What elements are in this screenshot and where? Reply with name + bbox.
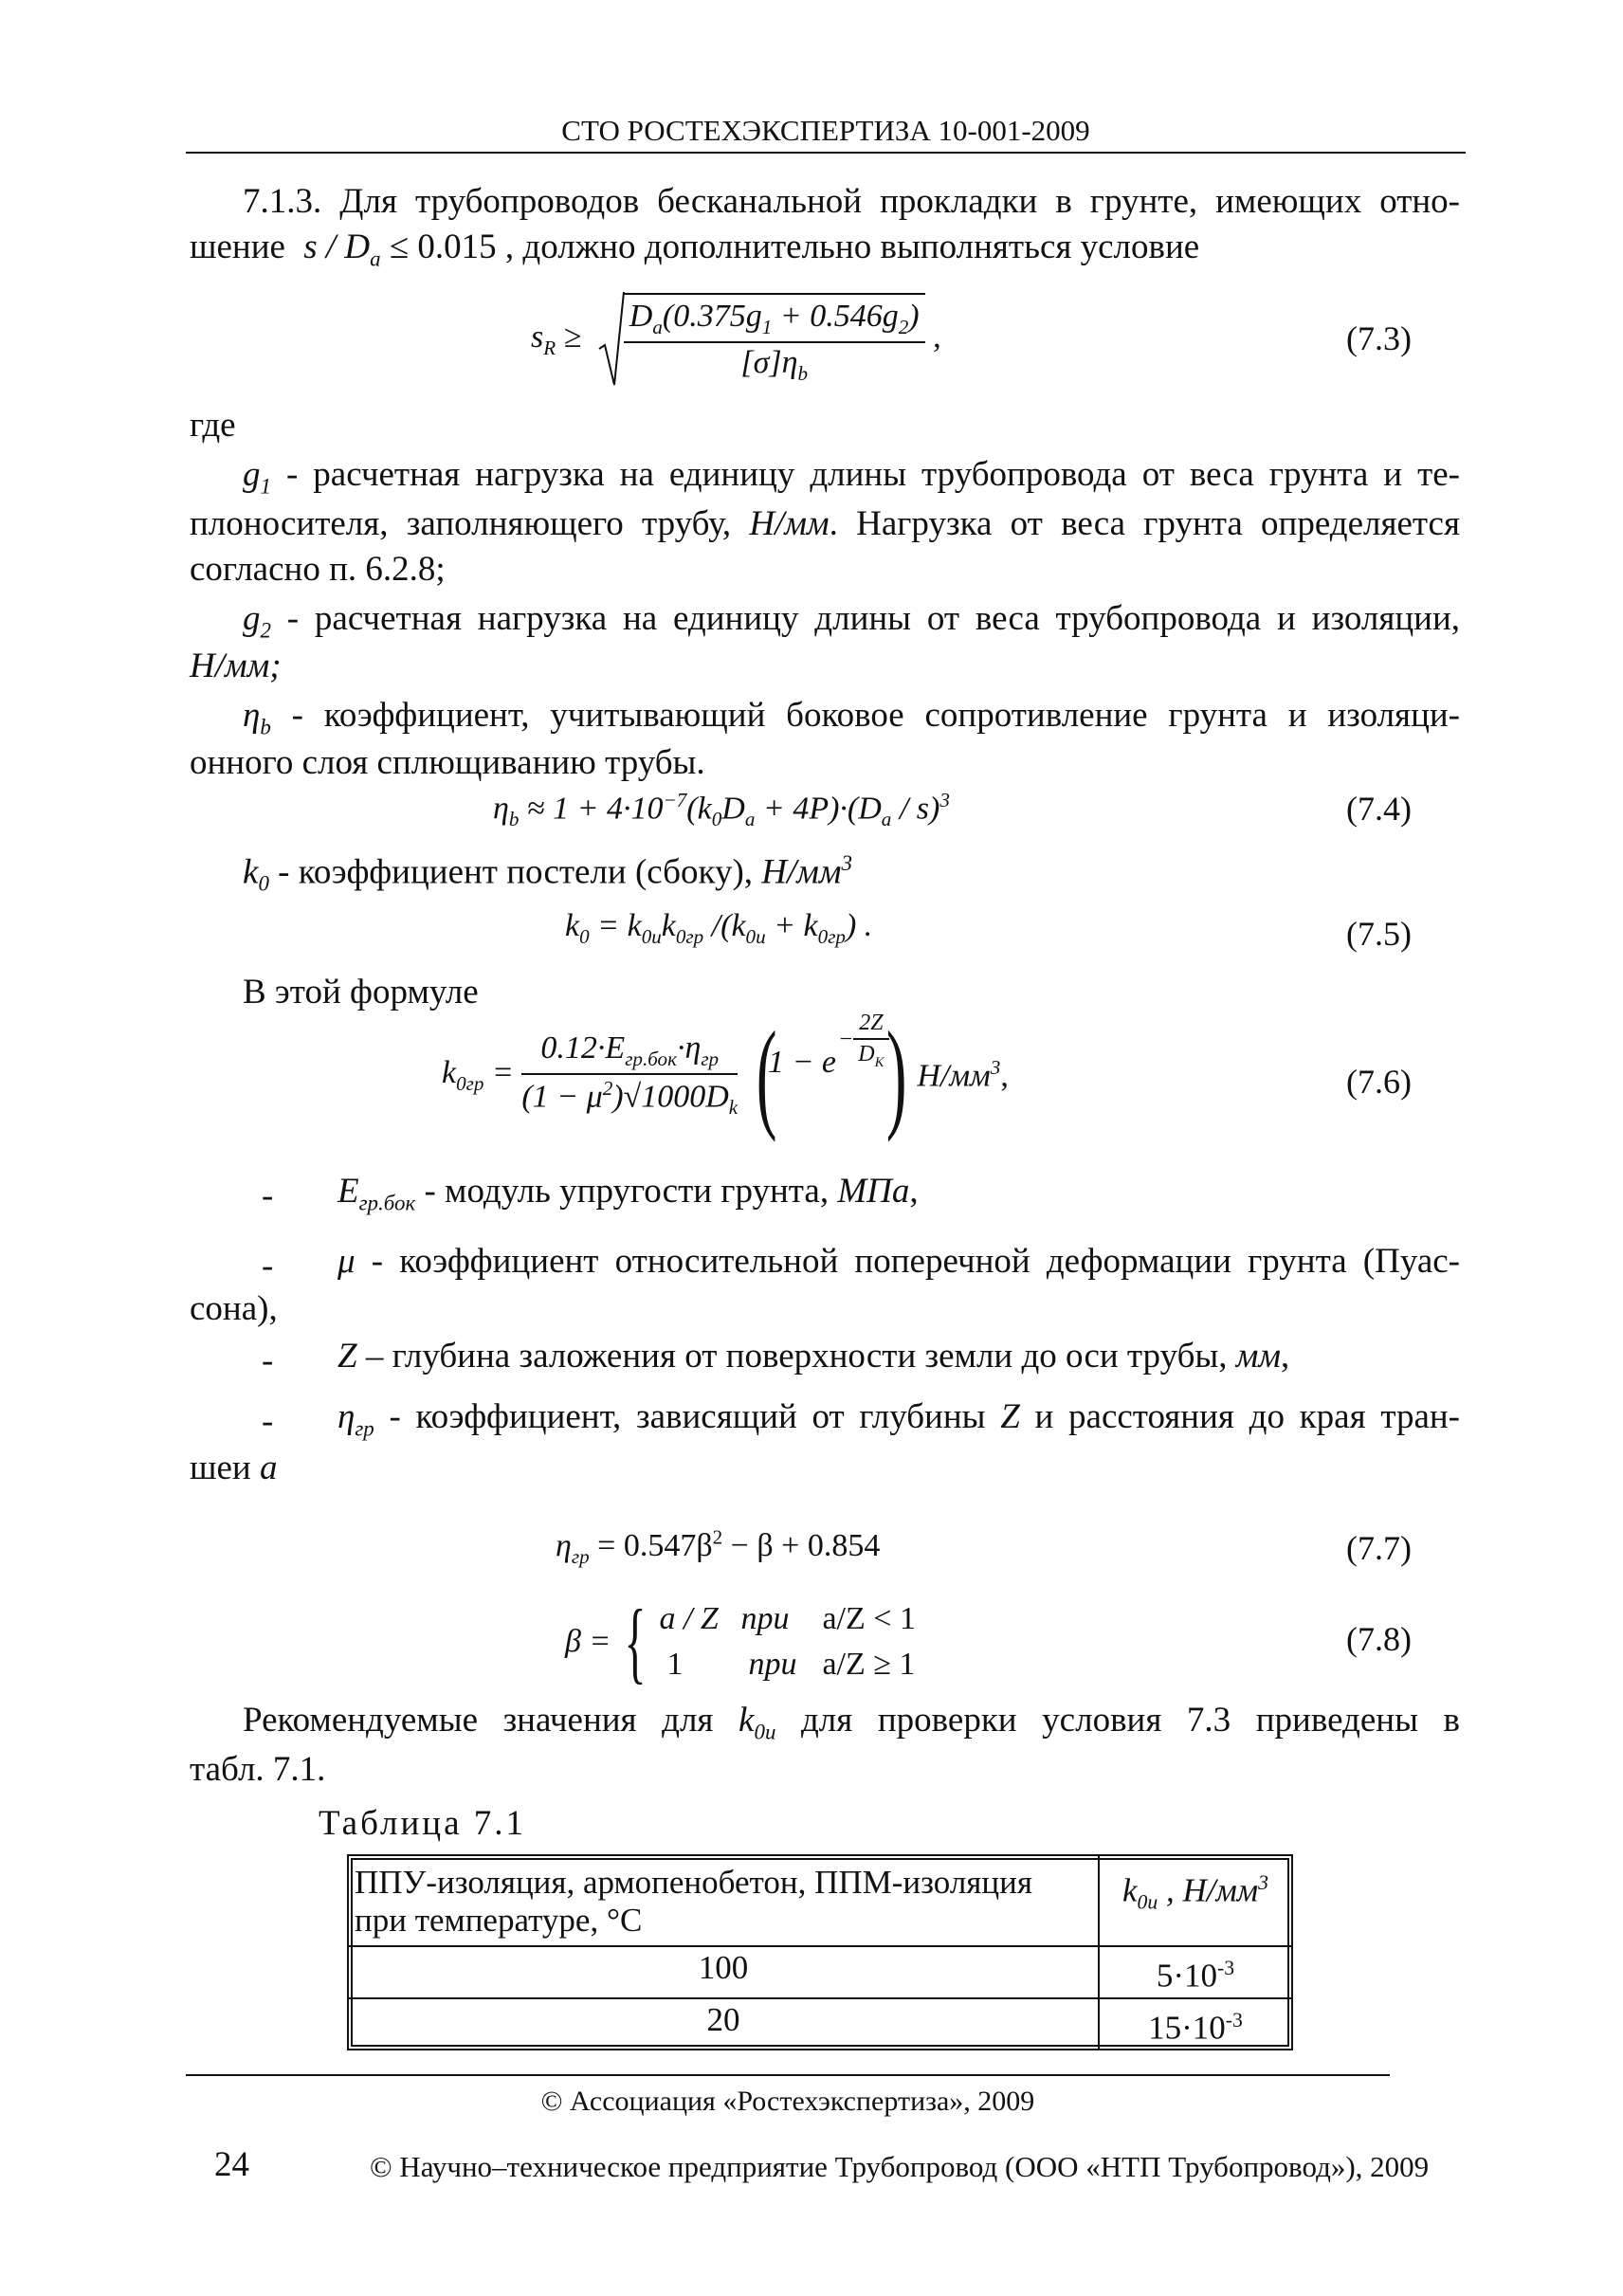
unit-text: Н/мм <box>749 504 830 543</box>
math-s-over-d: s / D <box>303 228 371 266</box>
eq-sub: 0 <box>711 808 722 831</box>
eq-part: = 0.547β <box>589 1528 713 1564</box>
exponent-denominator: D <box>858 1042 875 1067</box>
table-header-temperature: ППУ-изоляция, армопенобетон, ППМ-изоляция при температуре, °С <box>348 1855 1099 1946</box>
eq-part: при <box>748 1647 797 1682</box>
recommend-line2: табл. 7.1. <box>190 1750 326 1789</box>
table-row <box>348 1946 1292 1998</box>
page-number: 24 <box>214 2145 249 2184</box>
def-text: - коэффициент относительной поперечной деформации грунта (Пуас- <box>355 1242 1460 1281</box>
unit-text: МПа <box>837 1172 910 1211</box>
page-header: СТО РОСТЕХЭКСПЕРТИЗА 10-001-2009 <box>561 114 1090 147</box>
table-cell-temperature: 20 <box>348 1998 1099 2050</box>
bullet-eta-gr <box>337 1394 1460 1452</box>
bullet-e-gr-bok <box>337 1168 919 1227</box>
eq-part: k <box>661 908 676 943</box>
equation-7-8 <box>565 1591 916 1692</box>
eq-part: ) . <box>845 908 873 943</box>
bullet-mu-line2: сона), <box>190 1289 278 1328</box>
table-cell-k0u <box>1099 1946 1292 1998</box>
table-cell-temperature: 100 <box>348 1946 1099 1998</box>
eq-part: η <box>556 1528 572 1564</box>
def-symbol: g <box>243 455 261 494</box>
def-symbol: E <box>337 1172 359 1211</box>
eq-sub: 0 <box>579 924 590 948</box>
text-fragment: ≤ 0.015 , должно дополнительно выполняться условие <box>380 228 1200 266</box>
eq-sub: 0и <box>641 924 662 948</box>
def-text: , <box>1281 1337 1290 1376</box>
eq-part: k <box>442 1054 457 1090</box>
table-header-k0u <box>1099 1855 1292 1946</box>
def-text: шеи <box>190 1449 260 1487</box>
section-7-1-3-line2 <box>190 224 1460 282</box>
bullet-dash: - <box>262 1176 274 1215</box>
brace-left-icon: { <box>624 1591 647 1692</box>
eq-sub: 0гр <box>456 1071 484 1095</box>
bullet-eta-gr-line2 <box>190 1445 277 1492</box>
eq-part: a/Z < 1 <box>822 1601 916 1636</box>
eq-sup: −7 <box>663 789 687 811</box>
eq-part: + 4P)·(D <box>755 791 882 827</box>
def-sub: гр <box>355 1416 374 1441</box>
def-text: плоносителя, заполняющего трубу, <box>190 504 750 543</box>
in-this-formula: В этой формуле <box>243 973 479 1011</box>
recommend-line1 <box>243 1697 1460 1756</box>
def-sub: 1 <box>260 474 271 499</box>
equation-number: (7.6) <box>1346 1063 1412 1101</box>
eq-part: k <box>565 908 580 943</box>
table-header-row <box>348 1855 1292 1946</box>
table-7-1 <box>347 1854 1293 2050</box>
def-symbol: Z <box>1000 1397 1020 1436</box>
equation-number: (7.3) <box>1346 319 1412 357</box>
def-symbol: η <box>337 1397 356 1436</box>
def-symbol: μ <box>337 1242 356 1281</box>
eq-part: (k <box>686 791 712 827</box>
equation-7-4 <box>493 789 950 831</box>
unit-sup: 3 <box>841 851 852 875</box>
def-symbol: η <box>243 696 261 735</box>
big-paren-left-icon: ( <box>756 1007 777 1143</box>
def-symbol: a <box>259 1449 278 1487</box>
eq-sub: 0и <box>745 924 766 948</box>
eq-sub: К <box>874 1054 884 1070</box>
eq-part: a / Z <box>659 1601 719 1636</box>
eq-part: 1 − e <box>767 1045 836 1081</box>
cell-exp: -3 <box>1225 2008 1243 2032</box>
eq-sub: 2 <box>898 316 909 338</box>
eq-part: / s) <box>891 791 940 827</box>
big-paren-right-icon: ) <box>885 1007 907 1143</box>
footer-company: © Научно–техническое предприятие Трубопровод (ООО «НТП Трубопровод»), 2009 <box>370 2150 1430 2183</box>
definition-g2-unit: Н/мм; <box>190 647 282 685</box>
exponent-numerator: 2Z <box>853 1011 888 1040</box>
eq-sub: b <box>508 808 520 831</box>
equation-number: (7.5) <box>1346 915 1412 953</box>
eq-part: , <box>1000 1058 1009 1094</box>
text-fragment: для проверки условия 7.3 приведены в <box>775 1701 1460 1740</box>
eq-sub: 1 <box>761 316 773 338</box>
def-text: – глубина заложения от поверхности земли до оси трубы, <box>356 1337 1236 1376</box>
unit-sup: 3 <box>1258 1871 1268 1894</box>
bullet-z <box>337 1333 1289 1380</box>
eq-part: [σ]η <box>740 345 798 380</box>
eq-sub: a <box>881 808 892 831</box>
table-row <box>348 1998 1292 2050</box>
eq-part: 0.12·E <box>540 1030 626 1066</box>
def-sub: 0и <box>1137 1890 1158 1914</box>
equation-7-5 <box>565 908 872 949</box>
eq-part: = k <box>589 908 642 943</box>
def-sub: 0и <box>754 1720 776 1744</box>
definition-g2 <box>243 595 1460 654</box>
eq-part: D <box>721 791 745 827</box>
equation-number: (7.8) <box>1346 1620 1412 1658</box>
def-text: - расчетная нагрузка на единицу длины трубопровода от веса грунта и те- <box>270 455 1460 494</box>
text-fragment: Рекомендуемые значения для <box>243 1701 739 1740</box>
sqrt-sign-icon <box>597 290 626 389</box>
eq-symbol: D <box>629 299 653 335</box>
unit-text: мм <box>1235 1337 1281 1376</box>
bullet-dash: - <box>262 1341 274 1380</box>
eq-part: β = <box>565 1624 611 1659</box>
eq-sub: гр <box>571 1545 590 1569</box>
def-text: - коэффициент, зависящий от глубины <box>374 1397 1001 1436</box>
def-text: , <box>909 1172 919 1211</box>
def-text: - модуль упругости грунта, <box>415 1172 838 1211</box>
def-sub: гр.бок <box>358 1191 416 1215</box>
cell-value: 15·10 <box>1148 2009 1226 2047</box>
eq-sub: a <box>652 316 663 338</box>
cell-exp: -3 <box>1217 1957 1235 1979</box>
def-symbol: k <box>739 1701 755 1740</box>
text-fragment: шение <box>190 228 285 266</box>
bullet-dash: - <box>262 1402 274 1441</box>
bullet-dash: - <box>262 1247 274 1285</box>
equation-number: (7.4) <box>1346 790 1412 828</box>
eq-sub: 0гр <box>675 924 704 948</box>
eq-sub: гр.бок <box>625 1047 677 1070</box>
eq-part: η <box>493 791 509 827</box>
eq-sup: 3 <box>939 789 950 811</box>
definition-g1-line2 <box>190 501 1460 548</box>
eq-part: + 0.546g <box>772 299 899 335</box>
eq-sup: 2 <box>602 1076 613 1100</box>
footer-rule <box>186 2074 1390 2076</box>
definition-g1-line3: согласно п. 6.2.8; <box>190 550 446 589</box>
equation-7-3: $s_R$ ≥ $\frac{D_a(0.375g_1 + 0.546g_2)}{[\sigma]\eta_b}$ , <box>531 290 941 389</box>
eq-sub: b <box>797 361 809 385</box>
eq-part: /(k <box>703 908 746 943</box>
section-7-1-3-text: 7.1.3. Для трубопроводов бесканальной прокладки в грунте, имеющих отно- <box>243 182 1460 221</box>
eq-part: (0.375g <box>662 299 762 335</box>
eq-part: a/Z ≥ 1 <box>822 1647 916 1682</box>
definition-eta-b-line2: онного слоя сплющиванию трубы. <box>190 743 705 782</box>
eq-part: − β + 0.854 <box>722 1528 881 1564</box>
footer-association: © Ассоциация «Ростехэкспертиза», 2009 <box>540 2086 1035 2117</box>
def-text: . Нагрузка от веса грунта определяется <box>829 504 1460 543</box>
eq-sub: 0гр <box>817 924 846 948</box>
eq-part: при <box>740 1601 790 1636</box>
unit-text: Н/мм <box>761 852 842 892</box>
eq-sub: R <box>543 336 556 359</box>
def-text: - коэффициент, учитывающий боковое сопротивление грунта и изоляци- <box>270 696 1460 735</box>
equation-7-7 <box>556 1526 880 1569</box>
eq-part: (1 − μ <box>521 1079 603 1115</box>
def-text: и расстояния до края тран- <box>1019 1397 1460 1436</box>
def-sub: 0 <box>258 871 269 896</box>
math-sub: a <box>370 246 381 271</box>
eq-part: ) <box>908 299 920 335</box>
cell-value: 5·10 <box>1156 1957 1218 1995</box>
eq-part: 1 <box>666 1647 684 1682</box>
def-text: - коэффициент постели (сбоку), <box>268 852 762 892</box>
definition-k0 <box>243 840 852 908</box>
header-rule <box>186 152 1466 154</box>
table-cell-k0u <box>1099 1998 1292 2050</box>
eq-part: ≈ 1 + 4·10 <box>519 791 664 827</box>
unit-text: Н/мм <box>917 1058 991 1094</box>
def-symbol: k <box>1122 1871 1138 1909</box>
eq-part: ·η <box>676 1030 702 1066</box>
equation-7-6: $k_{0гр}$ = $\frac{0.12\cdot E_{гр.бок}\cdot\eta_{гр}}{(1 - \mu^2)√1000D_k}$ (1 − e− $\frac{2Z}{D_К}$ ) $Н/мм^3$, <box>442 1007 1009 1143</box>
def-text: - расчетная нагрузка на единицу длины от веса трубопровода и изоляции, <box>270 599 1460 638</box>
eq-sup: 2 <box>712 1526 723 1549</box>
def-symbol: Z <box>337 1337 357 1376</box>
eq-sub: k <box>728 1095 739 1119</box>
where-label: где <box>190 406 236 445</box>
bullet-mu <box>337 1238 1460 1285</box>
unit-sup: 3 <box>990 1055 1001 1079</box>
def-symbol: g <box>243 599 261 638</box>
eq-symbol: s <box>531 319 544 355</box>
eq-part: + k <box>765 908 818 943</box>
def-sub: b <box>260 715 271 739</box>
table-caption: Таблица 7.1 <box>319 1804 526 1843</box>
def-symbol: k <box>243 852 259 892</box>
eq-part: )√1000D <box>612 1079 729 1115</box>
eq-sub: гр <box>701 1047 720 1070</box>
equation-number: (7.7) <box>1346 1529 1412 1567</box>
section-7-1-3-line1 <box>243 178 1460 226</box>
eq-sub: a <box>744 808 756 831</box>
unit-text: , Н/мм <box>1158 1871 1259 1909</box>
def-sub: 2 <box>260 618 271 643</box>
